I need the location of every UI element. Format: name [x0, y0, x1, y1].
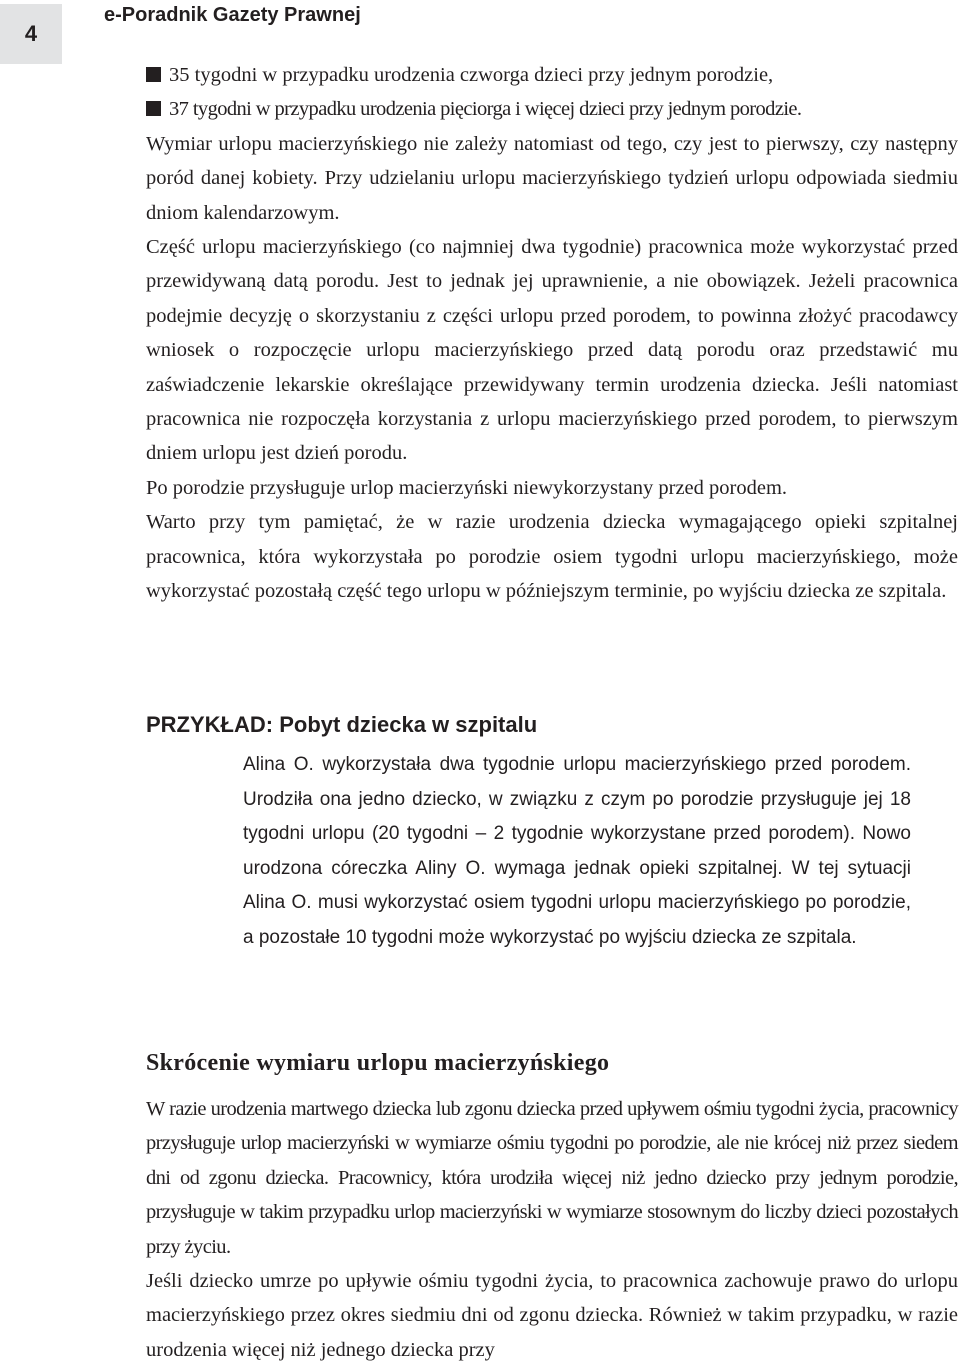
- bullet-text: 35 tygodni w przypadku urodzenia czworga dzieci przy jednym porodzie,: [169, 64, 774, 86]
- example-heading: PRZYKŁAD: Pobyt dziecka w szpitalu: [146, 712, 538, 737]
- paragraph: Po porodzie przysługuje urlop macierzyński niewykorzystany przed porodem.: [146, 476, 788, 499]
- section-heading: Skrócenie wymiaru urlopu macierzyńskiego: [146, 1050, 610, 1076]
- paragraph: W razie urodzenia martwego dziecka lub zgonu dziecka przed upływem ośmiu tygodni życia, pracownicy przysługuje urlop macierzyński w wymiarze ośmiu tygodni po porodzie, ale nie krócej niż przez siedem dni od zgonu dziecka. Pracownicy, która urodziła więcej niż jedno dziecko przy jednym porodzie, przysługuje w takim przypadku urlop macierzyński w wymiarze stosownym do liczby dzieci pozostałych przy życiu.: [146, 1098, 958, 1258]
- paragraph: Jeśli dziecko umrze po upływie ośmiu tygodni życia, to pracownica zachowuje prawo do urlopu macierzyńskiego przez okres siedmiu dni od zgonu dziecka. Również w takim przypadku, w razie urodzenia więcej niż jednego dziecka przy: [146, 1270, 958, 1361]
- section-text: [146, 1092, 958, 1367]
- square-bullet-icon: [146, 67, 161, 82]
- paragraph: Wymiar urlopu macierzyńskiego nie zależy natomiast od tego, czy jest to pierwszy, czy następny poród danej kobiety. Przy udzielaniu urlopu macierzyńskiego tydzień urlopu odpowiada siedmiu dniom kalendarzowym.: [146, 132, 958, 224]
- list-item: [146, 92, 958, 126]
- square-bullet-icon: [146, 101, 161, 116]
- paragraph: Warto przy tym pamiętać, że w razie urodzenia dziecka wymagającego opieki szpitalnej pracownica, która wykorzystała po porodzie osiem tygodni urlopu macierzyńskiego, może wykorzystać pozostałą część tego urlopu w późniejszym terminie, po wyjściu dziecka ze szpitala.: [146, 511, 958, 603]
- example-paragraph: Alina O. wykorzystała dwa tygodnie urlopu macierzyńskiego przed porodem. Urodziła ona jedno dziecko, w związku z czym po porodzie przysługuje jej 18 tygodni urlopu (20 tygodni – 2 tygodnie wykorzystane przed porodem). Nowo urodzona córeczka Aliny O. wymaga jednak opieki szpitalnej. W tej sytuacji Alina O. musi wykorzystać osiem tygodni urlopu macierzyńskiego po porodzie, a pozostałe 10 tygodni może wykorzystać po wyjściu dziecka ze szpitala.: [243, 754, 911, 948]
- main-text: [146, 58, 958, 609]
- paragraph: Część urlopu macierzyńskiego (co najmniej dwa tygodnie) pracownica może wykorzystać przed przewidywaną datą porodu. Jest to jednak jej uprawnienie, a nie obowiązek. Jeżeli pracownica podejmie decyzję o skorzystaniu z części urlopu przed porodem, to powinna złożyć pracodawcy wniosek o rozpoczęcie urlopu macierzyńskiego przed datą porodu oraz przedstawić mu zaświadczenie lekarskie określające przewidywany termin urodzenia dziecka. Jeśli natomiast pracownica nie rozpoczęła korzystania z urlopu macierzyńskiego przed porodem, to pierwszym dniem urlopu jest dzień porodu.: [146, 236, 958, 465]
- list-item: [146, 58, 958, 92]
- example-text: [243, 748, 911, 956]
- page-number: 4: [0, 4, 62, 64]
- running-header: e-Poradnik Gazety Prawnej: [104, 4, 361, 26]
- bullet-text: 37 tygodni w przypadku urodzenia pięciorga i więcej dzieci przy jednym porodzie.: [169, 98, 802, 121]
